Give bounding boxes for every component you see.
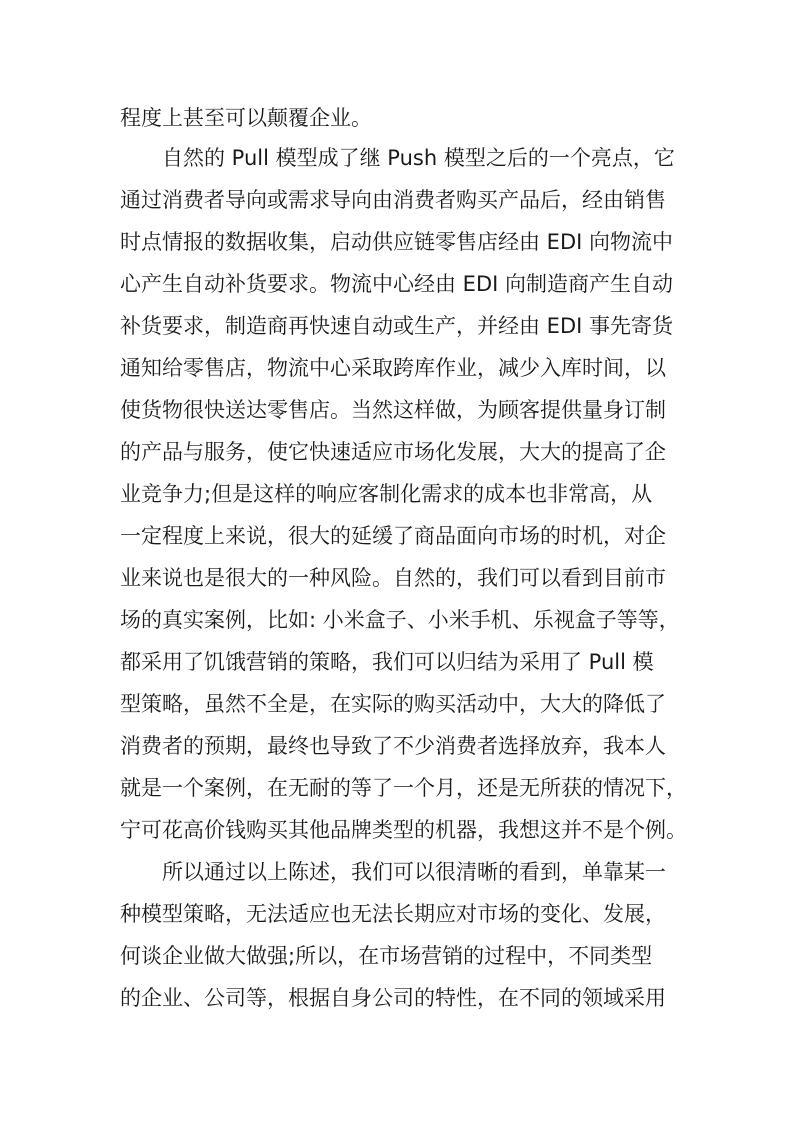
paragraph-line: 一定程度上来说，很大的延缓了商品面向市场的时机，对企 [120, 524, 666, 548]
paragraph-line: 自然的 Pull 模型成了继 Push 模型之后的一个亮点，它 [162, 146, 675, 170]
paragraph-line: 都采用了饥饿营销的策略，我们可以归结为采用了 Pull 模 [120, 650, 654, 674]
paragraph-line: 使货物很快送达零售店。当然这样做，为顾客提供量身订制 [120, 398, 666, 422]
paragraph-line: 消费者的预期，最终也导致了不少消费者选择放弃，我本人 [120, 734, 666, 758]
paragraph-line: 宁可花高价钱购买其他品牌类型的机器，我想这并不是个例。 [120, 818, 687, 842]
paragraph-line: 的产品与服务，使它快速适应市场化发展，大大的提高了企 [120, 440, 666, 464]
paragraph-line: 种模型策略，无法适应也无法长期应对市场的变化、发展， [120, 902, 666, 926]
paragraph-line: 的企业、公司等，根据自身公司的特性，在不同的领域采用 [120, 986, 666, 1010]
paragraph-line: 通知给零售店，物流中心采取跨库作业，减少入库时间，以 [120, 356, 666, 380]
paragraph-line: 型策略，虽然不全是，在实际的购买活动中，大大的降低了 [120, 692, 666, 716]
paragraph-line: 就是一个案例，在无耐的等了一个月，还是无所获的情况下， [120, 776, 687, 800]
paragraph-line: 通过消费者导向或需求导向由消费者购买产品后，经由销售 [120, 188, 666, 212]
paragraph-line: 业竞争力;但是这样的响应客制化需求的成本也非常高，从 [120, 482, 653, 506]
paragraph-line: 所以通过以上陈述，我们可以很清晰的看到，单靠某一 [162, 860, 666, 884]
paragraph-line: 心产生自动补货要求。物流中心经由 EDI 向制造商产生自动 [120, 272, 673, 296]
paragraph-line: 时点情报的数据收集，启动供应链零售店经由 EDI 向物流中 [120, 230, 673, 254]
paragraph-line: 业来说也是很大的一种风险。自然的，我们可以看到目前市 [120, 566, 666, 590]
paragraph-line: 场的真实案例，比如: 小米盒子、小米手机、乐视盒子等等， [120, 608, 680, 632]
paragraph-line: 补货要求，制造商再快速自动或生产，并经由 EDI 事先寄货 [120, 314, 673, 338]
paragraph-line: 程度上甚至可以颠覆企业。 [120, 106, 372, 130]
paragraph-line: 何谈企业做大做强;所以，在市场营销的过程中，不同类型 [120, 944, 653, 968]
